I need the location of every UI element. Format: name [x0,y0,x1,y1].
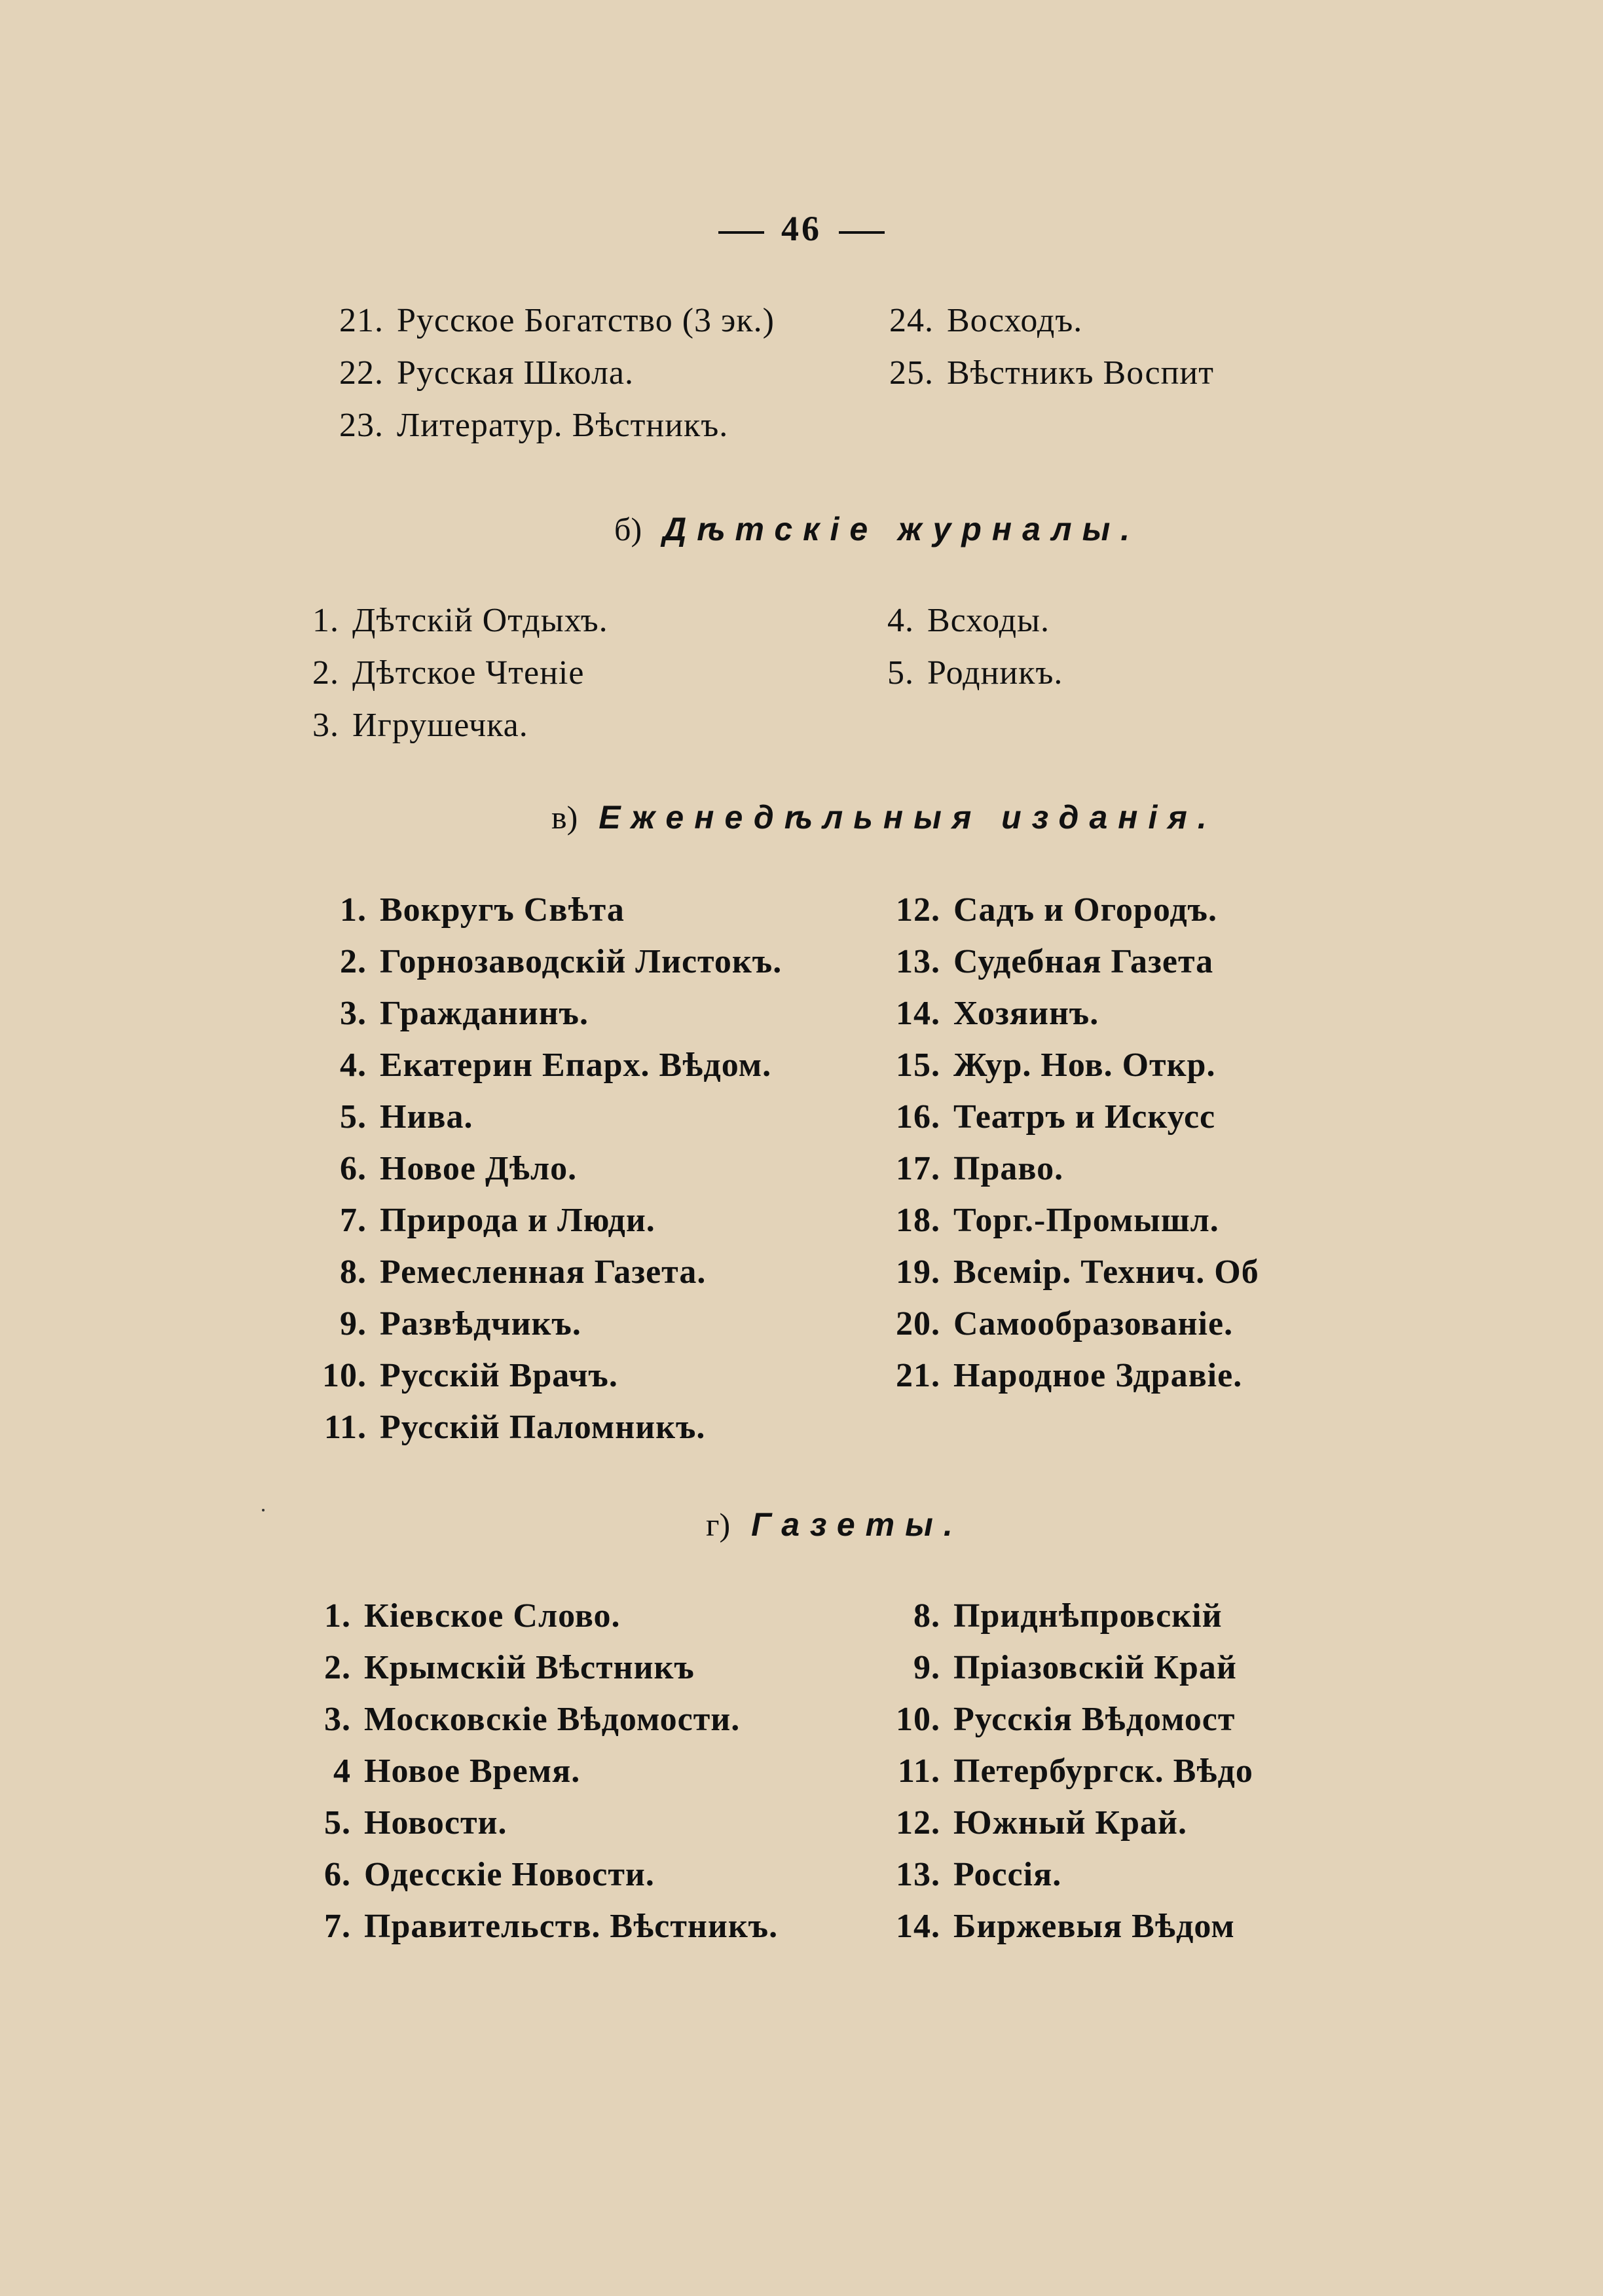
list-item: 8. Приднѣпровскiй [913,1597,1223,1635]
list-item: 7. Правительств. Вѣстникъ. [324,1908,779,1945]
stray-mark [262,1509,265,1511]
list-item: 24. Восходъ. [889,302,1083,339]
list-item: 8. Ремесленная Газета. [340,1253,707,1291]
list-item: 14. Хозяинъ. [896,995,1099,1032]
list-item: 25. Вѣстникъ Воспит [889,354,1214,392]
list-item: 20. Самообразованiе. [896,1305,1234,1342]
list-item: 3. Игрушечка. [312,707,528,744]
list-item: 23. Литератур. Вѣстникъ. [339,407,729,444]
list-item: 9. Развѣдчикъ. [340,1305,581,1342]
list-item: 11. Русскiй Паломникъ. [323,1409,706,1446]
list-item: 1. Дѣтскiй Отдыхъ. [312,602,608,639]
list-item: 10. Русскiя Вѣдомост [896,1701,1236,1738]
list-item: 5. Нива. [340,1098,473,1136]
list-item: 4. Всходы. [887,602,1050,639]
section-heading-children-journals: б) Дѣтскiе журналы. [614,511,1141,547]
left-dash [718,231,764,234]
list-item: 19. Всемiр. Технич. Об [896,1253,1259,1291]
section-heading-newspapers: г) Газеты. [706,1506,963,1543]
list-item: 22. Русская Школа. [339,354,634,392]
list-item: 6. Одесскiе Новости. [324,1856,655,1893]
list-item: 4. Екатерин Епарх. Вѣдом. [340,1046,772,1084]
list-item: 3. Гражданинъ. [340,995,589,1032]
list-item: 6. Новое Дѣло. [340,1150,578,1187]
list-item: 3. Московскiе Вѣдомости. [324,1701,741,1738]
list-item: 1. Вокругъ Свѣта [340,891,625,929]
list-item: 11. Петербургск. Вѣдо [897,1752,1253,1790]
section-heading-weekly-editions: в) Еженедѣльныя изданiя. [551,799,1217,836]
list-item: 2. Горнозаводскiй Листокъ. [340,943,783,980]
list-item: 16. Театръ и Искусс [896,1098,1216,1136]
list-item: 2. Крымскiй Вѣстникъ [324,1649,695,1686]
list-item: 18. Торг.-Промышл. [896,1202,1219,1239]
list-item: 9. Прiазовскiй Край [913,1649,1237,1686]
list-item: 13. Судебная Газета [896,943,1214,980]
list-item: 10. Русскiй Врачъ. [322,1357,618,1394]
page-number: 46 [0,208,1603,249]
list-item: 12. Южный Край. [896,1804,1187,1842]
list-item: 17. Право. [896,1150,1064,1187]
list-item: 14. Биржевыя Вѣдом [896,1908,1235,1945]
list-item: 21. Русское Богатство (3 эк.) [339,302,775,339]
list-item: 5. Новости. [324,1804,507,1842]
list-item: 21. Народное Здравiе. [896,1357,1243,1394]
list-item: 12. Садъ и Огородъ. [896,891,1217,929]
list-item: 15. Жур. Нов. Откр. [896,1046,1216,1084]
list-item: 5. Родникъ. [887,654,1063,692]
list-item: 7. Природа и Люди. [340,1202,655,1239]
right-dash [839,231,885,234]
list-item: 1. Кiевское Слово. [324,1597,621,1635]
list-item: 2. Дѣтское Чтенiе [312,654,585,692]
list-item: 13. Россiя. [896,1856,1062,1893]
list-item: 4 Новое Время. [333,1752,581,1790]
